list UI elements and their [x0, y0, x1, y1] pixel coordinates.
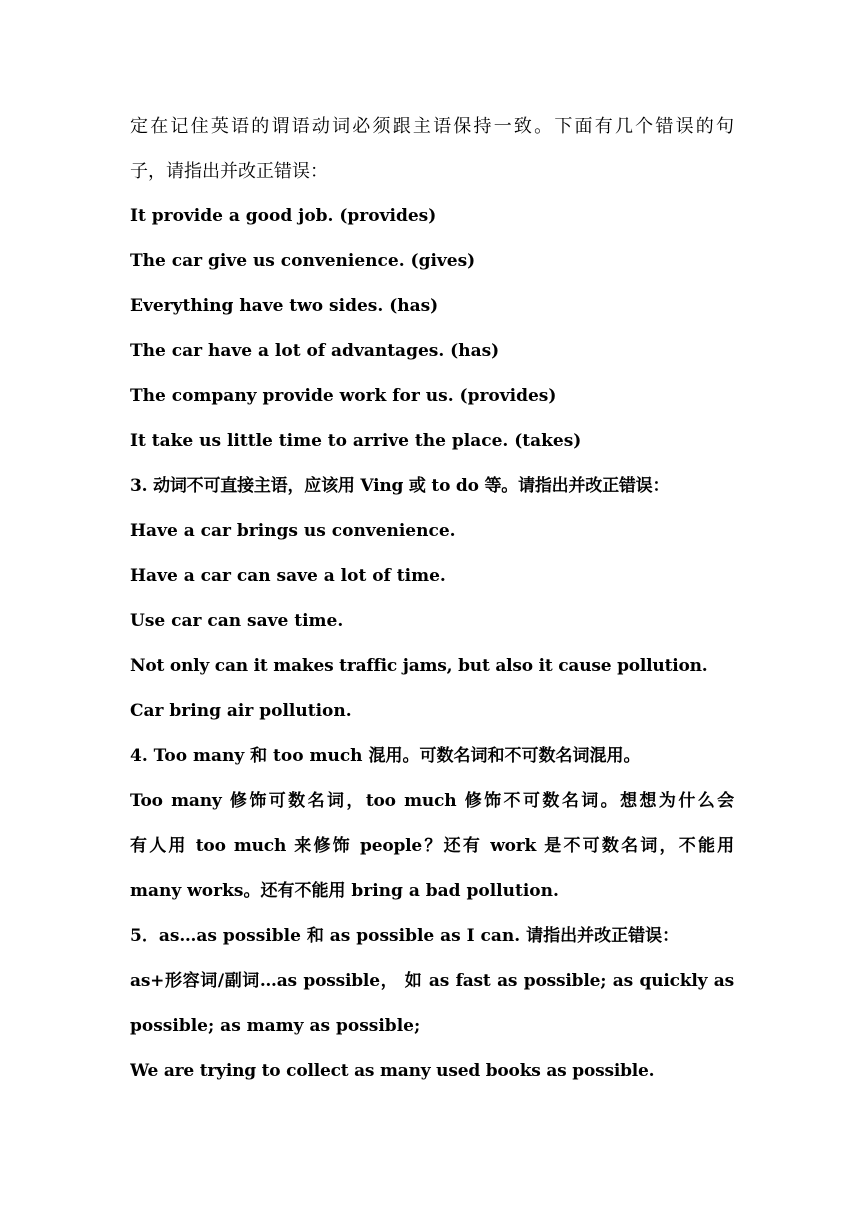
text-line-20: as+形容词/副词…as possible， 如 as fast as possible; as quickly as [130, 971, 734, 991]
text-line-7: The company provide work for us. (provides) [130, 386, 557, 406]
text-line-22: We are trying to collect as many used books as possible. [130, 1061, 655, 1081]
text-line-8: It take us little time to arrive the place. (takes) [130, 431, 582, 451]
text-line-17: 有人用 too much 来修饰 people？还有 work 是不可数名词，不能用 [130, 836, 734, 856]
text-line-18: many works。还有不能用 bring a bad pollution. [130, 881, 559, 901]
text-line-21: possible; as mamy as possible; [130, 1016, 421, 1036]
text-line-13: Not only can it makes traffic jams, but also it cause pollution. [130, 656, 708, 676]
text-line-10: Have a car brings us convenience. [130, 521, 456, 541]
text-line-6: The car have a lot of advantages. (has) [130, 341, 500, 361]
text-line-16: Too many 修饰可数名词，too much 修饰不可数名词。想想为什么会 [130, 791, 734, 811]
text-line-3: It provide a good job. (provides) [130, 206, 437, 226]
text-line-12: Use car can save time. [130, 611, 344, 631]
text-line-1: 定在记住英语的谓语动词必须跟主语保持一致。下面有几个错误的句 [130, 116, 734, 137]
text-line-2: 子，请指出并改正错误： [130, 161, 328, 182]
text-line-5: Everything have two sides. (has) [130, 296, 439, 316]
document-body [130, 104, 734, 1094]
text-line-4: The car give us convenience. (gives) [130, 251, 476, 271]
text-line-9: 3. 动词不可直接主语，应该用 Ving 或 to do 等。请指出并改正错误： [130, 476, 670, 496]
text-line-14: Car bring air pollution. [130, 701, 352, 721]
text-line-11: Have a car can save a lot of time. [130, 566, 446, 586]
text-line-19: 5．as…as possible 和 as possible as I can. 请指出并改正错误： [130, 926, 680, 946]
text-line-15: 4. Too many 和 too much 混用。可数名词和不可数名词混用。 [130, 746, 641, 766]
